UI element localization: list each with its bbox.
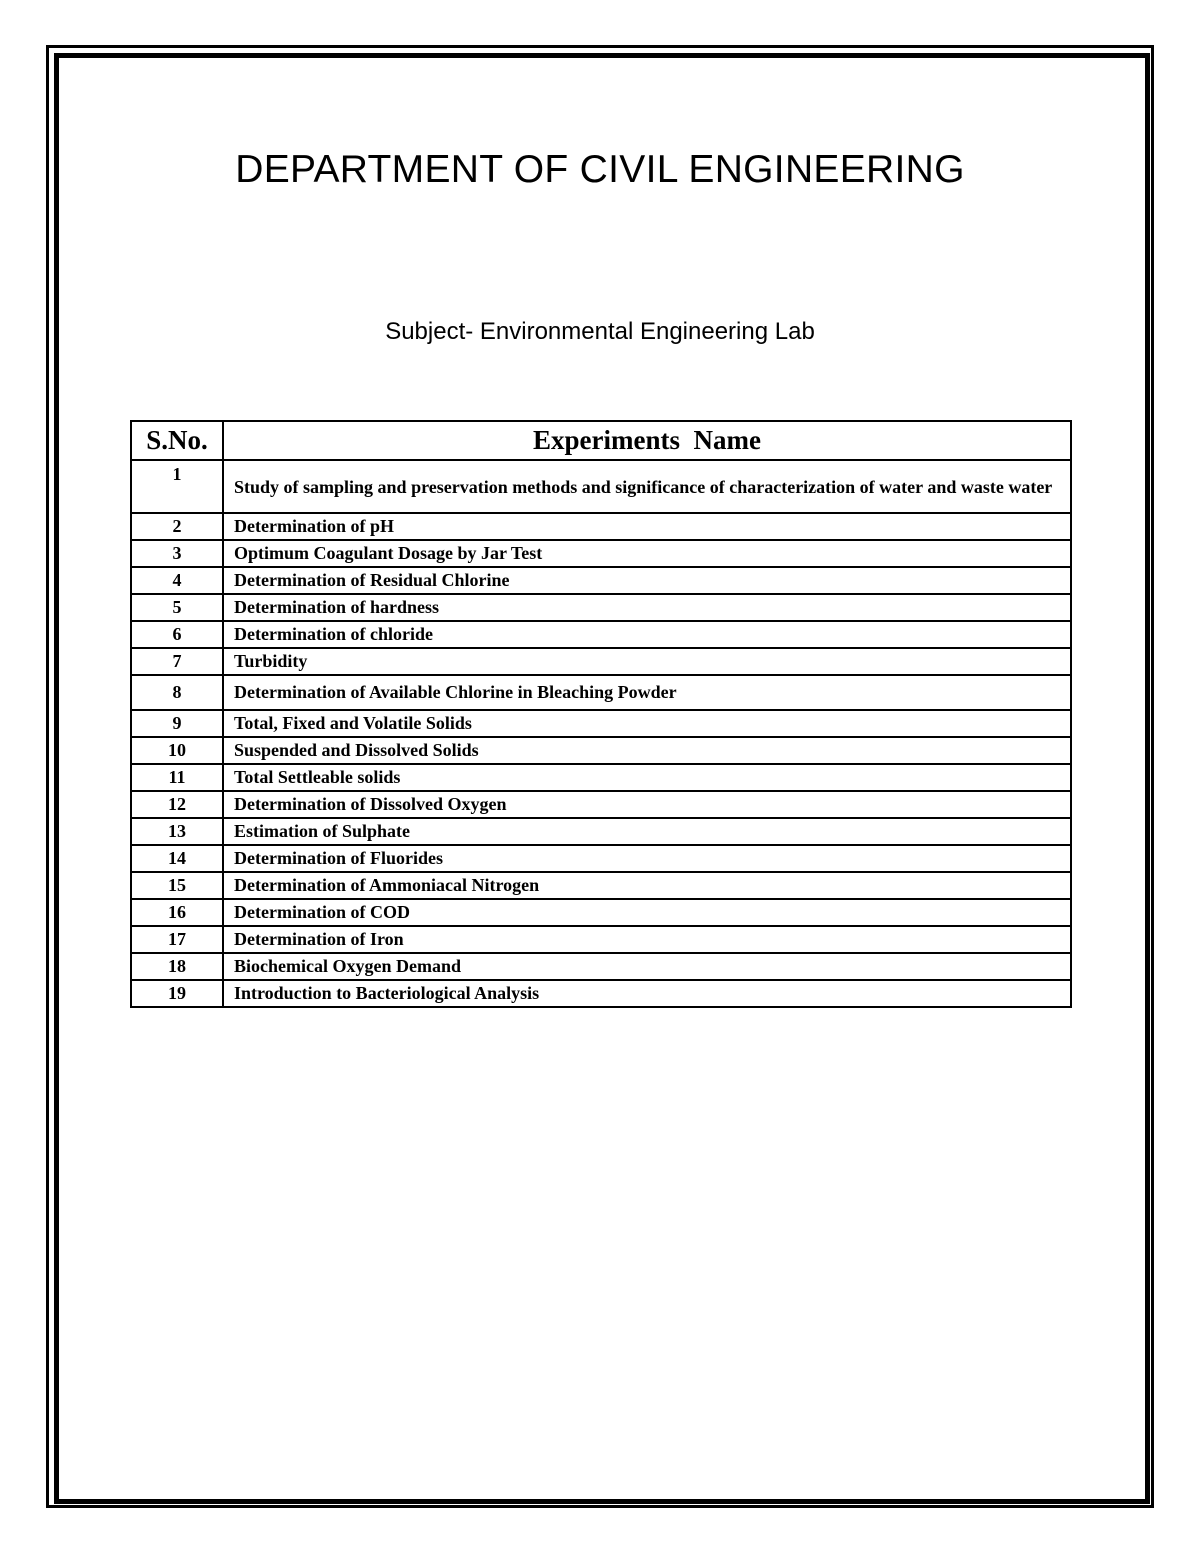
row-sno: 13 [131, 818, 223, 845]
table-row [131, 845, 1071, 872]
row-sno: 10 [131, 737, 223, 764]
table-row [131, 513, 1071, 540]
row-sno: 15 [131, 872, 223, 899]
row-sno: 19 [131, 980, 223, 1007]
row-experiment-name: Determination of Fluorides [223, 845, 1071, 872]
row-sno: 1 [131, 460, 223, 513]
experiments-table [130, 420, 1072, 1008]
row-sno: 7 [131, 648, 223, 675]
table-row [131, 953, 1071, 980]
row-experiment-name: Introduction to Bacteriological Analysis [223, 980, 1071, 1007]
table-row [131, 980, 1071, 1007]
row-sno: 16 [131, 899, 223, 926]
table-row [131, 764, 1071, 791]
row-sno: 18 [131, 953, 223, 980]
row-experiment-name: Suspended and Dissolved Solids [223, 737, 1071, 764]
row-sno: 17 [131, 926, 223, 953]
row-experiment-name: Optimum Coagulant Dosage by Jar Test [223, 540, 1071, 567]
table-header-row [131, 421, 1071, 460]
table-row [131, 594, 1071, 621]
table-row [131, 818, 1071, 845]
column-header-experiment-name: Experiments Name [223, 421, 1071, 460]
row-sno: 6 [131, 621, 223, 648]
column-header-sno: S.No. [131, 421, 223, 460]
row-experiment-name: Biochemical Oxygen Demand [223, 953, 1071, 980]
row-sno: 8 [131, 675, 223, 710]
row-sno: 11 [131, 764, 223, 791]
table-row [131, 710, 1071, 737]
table-row [131, 737, 1071, 764]
experiments-table-body [131, 460, 1071, 1007]
subject-line: Subject- Environmental Engineering Lab [385, 318, 815, 345]
table-row [131, 791, 1071, 818]
table-row [131, 540, 1071, 567]
row-sno: 3 [131, 540, 223, 567]
table-row [131, 621, 1071, 648]
row-sno: 12 [131, 791, 223, 818]
table-row [131, 926, 1071, 953]
row-experiment-name: Study of sampling and preservation methods and significance of characterization of water and waste water [223, 460, 1071, 513]
table-row [131, 899, 1071, 926]
row-experiment-name: Determination of Residual Chlorine [223, 567, 1071, 594]
department-title: DEPARTMENT OF CIVIL ENGINEERING [235, 148, 965, 191]
row-sno: 5 [131, 594, 223, 621]
row-experiment-name: Determination of hardness [223, 594, 1071, 621]
row-sno: 9 [131, 710, 223, 737]
row-experiment-name: Estimation of Sulphate [223, 818, 1071, 845]
row-experiment-name: Turbidity [223, 648, 1071, 675]
table-row [131, 460, 1071, 513]
row-experiment-name: Total Settleable solids [223, 764, 1071, 791]
row-experiment-name: Determination of Available Chlorine in Bleaching Powder [223, 675, 1071, 710]
row-experiment-name: Total, Fixed and Volatile Solids [223, 710, 1071, 737]
row-experiment-name: Determination of COD [223, 899, 1071, 926]
table-row [131, 567, 1071, 594]
row-experiment-name: Determination of chloride [223, 621, 1071, 648]
table-row [131, 872, 1071, 899]
row-experiment-name: Determination of Ammoniacal Nitrogen [223, 872, 1071, 899]
row-experiment-name: Determination of Iron [223, 926, 1071, 953]
row-experiment-name: Determination of Dissolved Oxygen [223, 791, 1071, 818]
row-experiment-name: Determination of pH [223, 513, 1071, 540]
table-row [131, 648, 1071, 675]
row-sno: 14 [131, 845, 223, 872]
row-sno: 4 [131, 567, 223, 594]
row-sno: 2 [131, 513, 223, 540]
table-row [131, 675, 1071, 710]
